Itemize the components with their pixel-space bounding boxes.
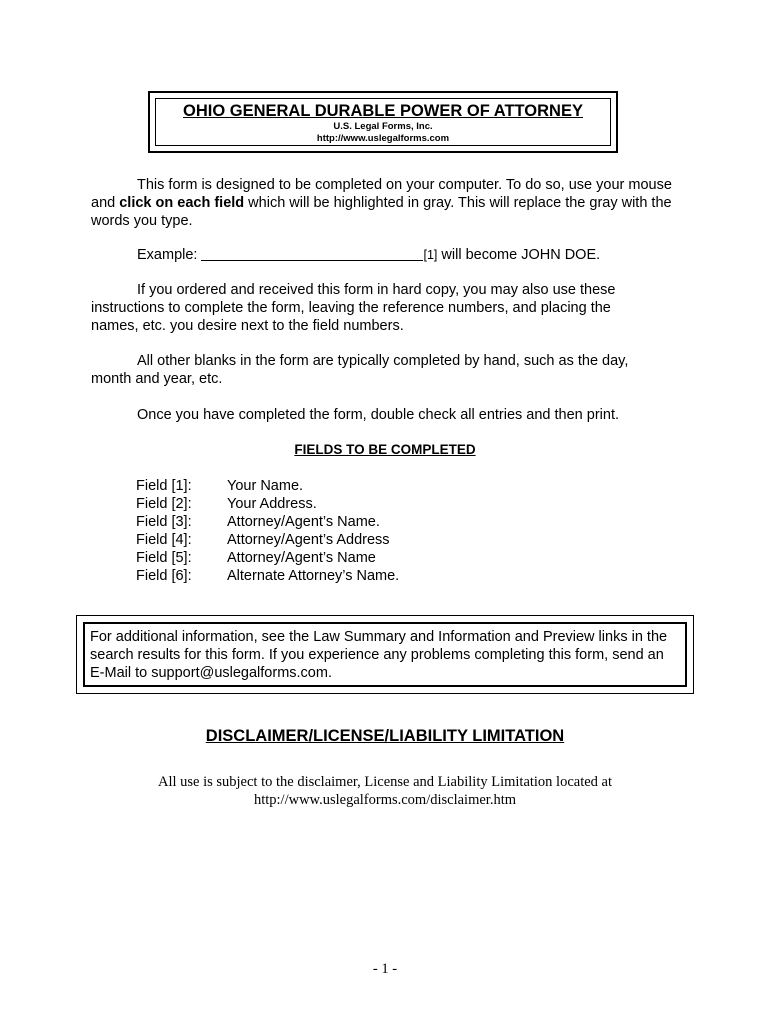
info-box [76,615,694,694]
field-description: Your Name. [227,478,304,494]
header-box [148,91,618,153]
print-paragraph: Once you have completed the form, double check all entries and then print. [137,407,620,423]
field-description: Attorney/Agent’s Name [227,550,376,566]
header-inner-box [155,98,611,146]
field-label: Field [3]: [136,514,192,530]
disclaimer-title: DISCLAIMER/LICENSE/LIABILITY LIMITATION [205,727,565,745]
disclaimer-line: All use is subject to the disclaimer, License and Liability Limitation located at [157,774,613,790]
field-row [136,513,536,531]
fields-list [136,477,536,585]
info-box-text: For additional information, see the Law Summary and Information and Preview links in the search results for this form. If you experience any problems completing this form, send an E-Mail to support@uslegalforms.com. [83,622,687,687]
hard-copy-paragraph: If you ordered and received this form in hard copy, you may also use these instructions to complete the form, leaving the reference numbers, and placing the names, etc. you desire next to the field numbers. [91,282,616,334]
field-label: Field [1]: [136,478,192,494]
field-label: Field [2]: [136,496,192,512]
field-label: Field [4]: [136,532,192,548]
example-blank [201,246,423,261]
field-label: Field [5]: [136,550,192,566]
example-tail: will become JOHN DOE. [437,247,601,263]
example-label: Example: [137,247,202,263]
example-reference: [1] [423,248,438,262]
field-row [136,567,536,585]
company-url[interactable]: http://www.uslegalforms.com [316,133,450,144]
intro-text-a: This form is designed to be completed on your computer. To do so, use your mouse and [91,177,672,211]
field-description: Attorney/Agent’s Name. [227,514,380,530]
blanks-paragraph: All other blanks in the form are typically completed by hand, such as the day, month and year, etc. [91,353,629,387]
field-row [136,477,536,495]
example-line [137,246,697,264]
field-description: Alternate Attorney’s Name. [227,568,400,584]
field-row [136,495,536,513]
field-row [136,531,536,549]
field-label: Field [6]: [136,568,192,584]
disclaimer-url[interactable]: http://www.uslegalforms.com/disclaimer.htm [253,792,517,808]
intro-text-b: which will be highlighted in gray. This will replace the gray with the words you type. [91,195,672,229]
fields-heading: FIELDS TO BE COMPLETED [294,442,476,457]
document-title: OHIO GENERAL DURABLE POWER OF ATTORNEY [183,102,583,120]
company-name: U.S. Legal Forms, Inc. [333,121,433,132]
page-number: - 1 - [372,961,398,977]
intro-bold-text: click on each field [119,195,245,211]
intro-paragraph [91,176,676,230]
field-description: Attorney/Agent’s Address [227,532,390,548]
field-row [136,549,536,567]
field-description: Your Address. [227,496,317,512]
